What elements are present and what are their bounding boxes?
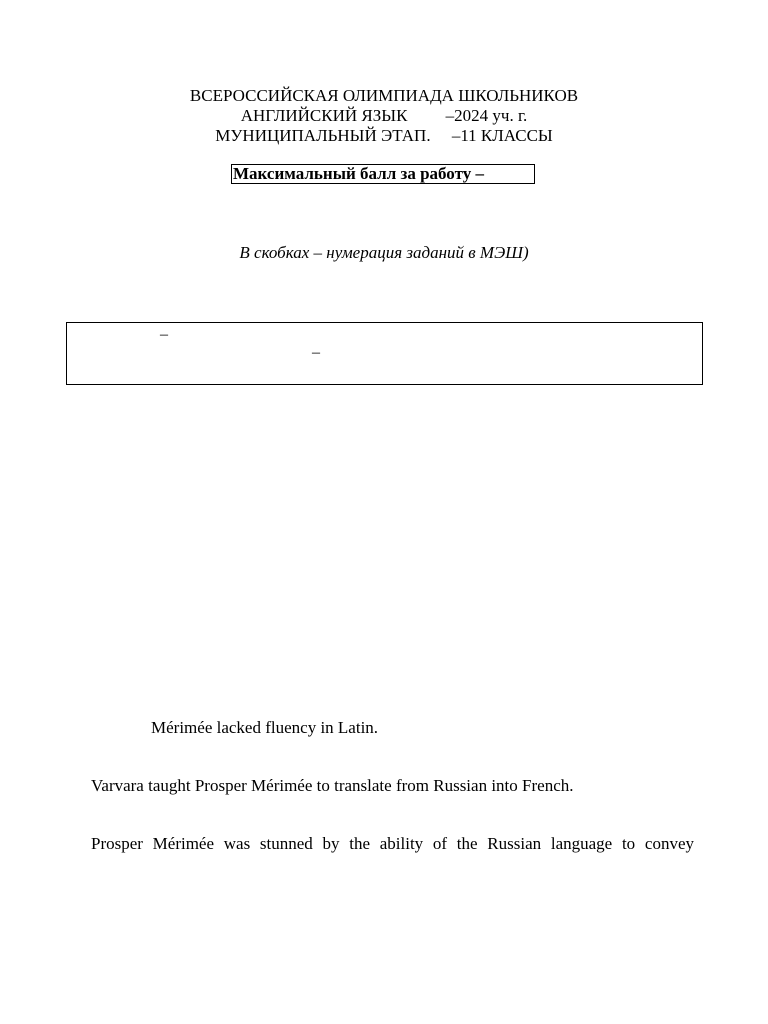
- header-title: ВСЕРОССИЙСКАЯ ОЛИМПИАДА ШКОЛЬНИКОВ: [189, 86, 579, 105]
- header-stage-grade: МУНИЦИПАЛЬНЫЙ ЭТАП. –11 КЛАССЫ: [215, 126, 553, 145]
- numbering-note: В скобках – нумерация заданий в МЭШ): [239, 243, 529, 262]
- statement-1: Mérimée lacked fluency in Latin.: [151, 718, 379, 737]
- instructions-box: [66, 322, 703, 385]
- header-subject-year: АНГЛИЙСКИЙ ЯЗЫК –2024 уч. г.: [240, 106, 528, 125]
- document-header: [0, 86, 768, 146]
- box-dash-2: –: [312, 344, 320, 361]
- box-dash-1: –: [160, 326, 168, 343]
- max-score-box: Максимальный балл за работу –: [231, 164, 535, 184]
- statement-2: Varvara taught Prosper Mérimée to translate from Russian into French.: [91, 776, 574, 795]
- statement-3: Prosper Mérimée was stunned by the ability of the Russian language to convey: [91, 834, 694, 853]
